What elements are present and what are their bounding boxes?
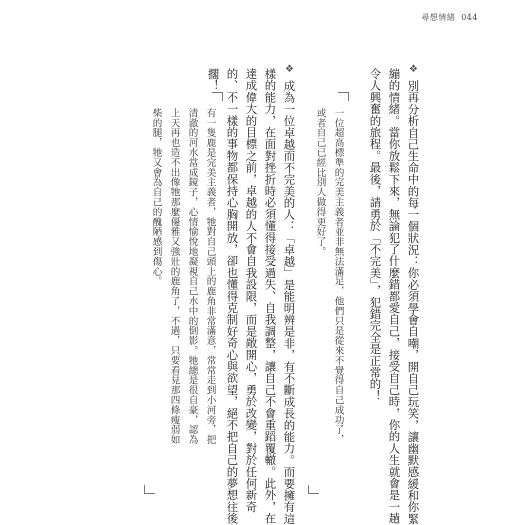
para1-line-2: 繃的情緒。當你放鬆下來，無論犯了什麼錯都愛自己，接受自己時，你的人生就會是一趟 xyxy=(387,68,402,525)
diamond-bullet-icon: ❖ xyxy=(409,64,418,75)
quote2-top-bracket xyxy=(212,92,223,101)
para2-line-2: 樣的能力，在面對挫折時必須懂得接受過失、自我調整，讓自己不會重蹈覆轍。此外，在 xyxy=(263,68,278,525)
quote1-line-1: 一位超高標準的完美主義者並非無法滿足，他們只是從來不覺得自己成功了， xyxy=(332,108,344,445)
book-title: 尋想情緒 xyxy=(421,13,456,22)
para2-line-4: 的、不一樣的事物都保持心胸開放，卻也懂得克制好奇心與欲望，絕不把自己的夢想往後 xyxy=(225,68,240,525)
quote2-line-3: 上天再也造不出像牠那麼優雅又強壯的鹿角了，不過，只要看見那四條瘦弱如 xyxy=(168,108,180,445)
para2-line-1: 成為一位卓越而不完美的人：「卓越」是能明辨是非，有不斷成長的能力。而要擁有這 xyxy=(282,80,297,525)
para1-line-1: 別再分析自己生命中的每一個狀況：你必須學會自嘲，開自己玩笑，讓幽默感緩和你緊 xyxy=(406,80,421,525)
para2-line-5: 擱！ xyxy=(206,68,221,92)
running-header xyxy=(421,12,478,23)
quote2-line-2: 清澈的河水當成鏡子，心情愉悅地凝視自己水中的倒影。牠總是很自豪，認為 xyxy=(186,108,198,445)
para1-line-3: 令人興奮的旅程。最後，請勇於「不完美」，犯錯完全是正常的！ xyxy=(368,68,383,402)
quote2-bottom-bracket xyxy=(144,485,155,494)
quote1-bottom-bracket xyxy=(308,485,319,494)
para2-line-3: 達成偉大的目標之前，卓越的人不會自我設限，而是敞開心，勇於改變，對於任何新奇 xyxy=(244,68,259,513)
page-number: 044 xyxy=(461,13,478,22)
quote2-line-1: 有一隻鹿是完美主義者，牠對自己頭上的鹿角非常滿意，常常走到小河旁，把 xyxy=(204,108,216,445)
diamond-bullet-icon: ❖ xyxy=(285,64,294,75)
quote1-line-2: 或者自己已經比別人做得更好了。 xyxy=(314,108,326,257)
quote1-top-bracket xyxy=(338,92,349,101)
quote2-line-4: 柴的腿，牠又會為自己的醜陋感到傷心。 xyxy=(150,108,162,287)
